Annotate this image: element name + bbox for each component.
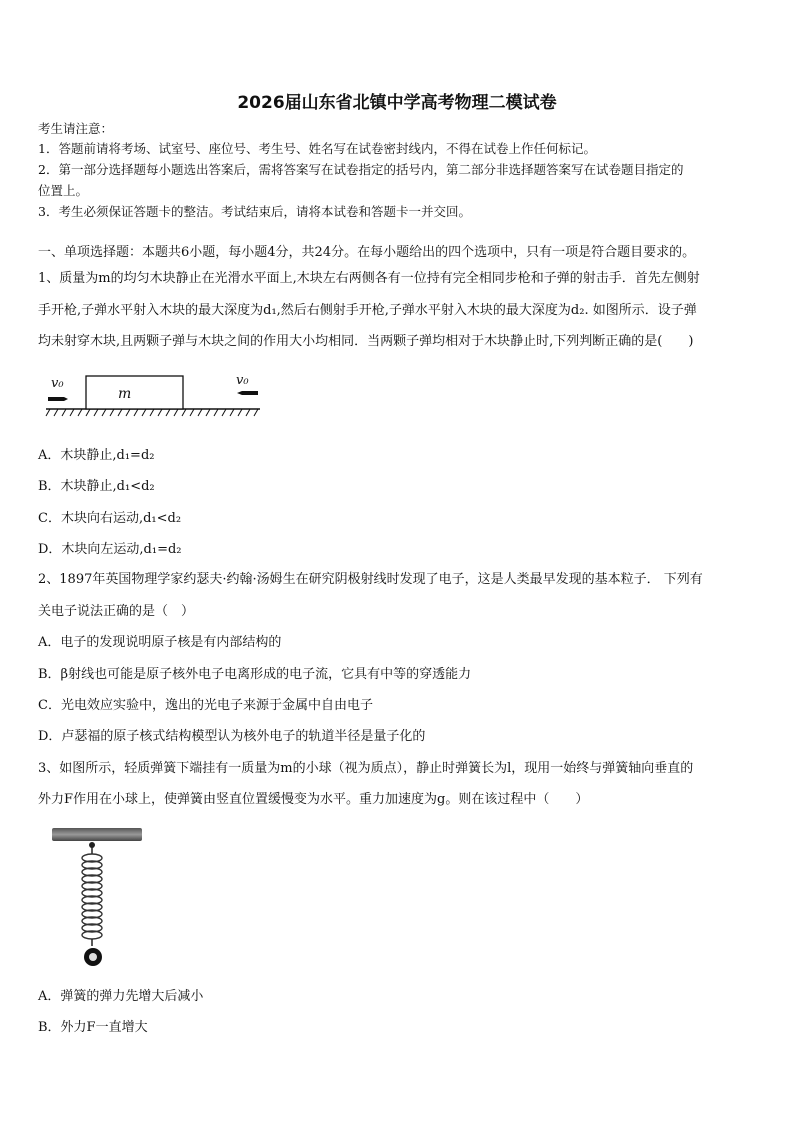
q3-option-b: B．外力F一直增大 <box>38 1020 148 1035</box>
notice-item: 1．答题前请将考场、试室号、座位号、考生号、姓名写在试卷密封线内，不得在试卷上作任何标记。 <box>38 141 596 156</box>
ceiling-bar <box>52 828 142 841</box>
notice-item: 2．第一部分选择题每小题选出答案后，需将答案写在试卷指定的括号内，第二部分非选择题答案写在试卷题目指定的 <box>38 162 684 177</box>
notice-heading: 考生请注意： <box>38 121 114 136</box>
ground-hatch <box>46 409 258 416</box>
q1-stem-line: 手开枪,子弹水平射入木块的最大深度为d₁,然后右侧射手开枪,子弹水平射入木块的最大深度为d₂. 如图所示．设子弹 <box>38 303 697 318</box>
q2-stem-line: 2、1897年英国物理学家约瑟夫·约翰·汤姆生在研究阴极射线时发现了电子，这是人类最早发现的基本粒子． 下列有 <box>38 572 703 587</box>
block-diagram <box>44 368 264 422</box>
q1-option-a: A．木块静止,d₁=d₂ <box>38 448 155 463</box>
q2-option-b: B．β射线也可能是原子核外电子电离形成的电子流，它具有中等的穿透能力 <box>38 667 472 682</box>
spring-coils <box>82 854 102 939</box>
q1-option-c: C．木块向右运动,d₁<d₂ <box>38 511 182 526</box>
q3-option-a: A．弹簧的弹力先增大后减小 <box>38 989 204 1004</box>
q3-spring-figure <box>50 824 150 974</box>
q1-option-d: D．木块向左运动,d₁=d₂ <box>38 542 182 557</box>
q2-stem-line: 关电子说法正确的是（ ） <box>38 604 195 619</box>
q3-stem-line: 3、如图所示，轻质弹簧下端挂有一质量为m的小球（视为质点），静止时弹簧长为l，现用一始终与弹簧轴向垂直的 <box>38 761 694 776</box>
spring-diagram <box>50 824 150 974</box>
page-title: 2026届山东省北镇中学高考物理二模试卷 <box>237 93 557 113</box>
right-velocity-label: v₀ <box>236 373 249 388</box>
notice-item: 位置上。 <box>38 183 89 198</box>
left-velocity-label: v₀ <box>51 376 64 391</box>
q1-block-figure <box>44 368 264 422</box>
q1-option-b: B．木块静止,d₁<d₂ <box>38 479 155 494</box>
q2-option-a: A．电子的发现说明原子核是有内部结构的 <box>38 635 282 650</box>
q2-option-c: C．光电效应实验中，逸出的光电子来源于金属中自由电子 <box>38 698 373 713</box>
notice-item: 3．考生必须保证答题卡的整洁。考试结束后，请将本试卷和答题卡一并交回。 <box>38 204 471 219</box>
q3-stem-line: 外力F作用在小球上，使弹簧由竖直位置缓慢变为水平。重力加速度为g。则在该过程中（ ） <box>38 792 589 807</box>
section-heading: 一、单项选择题：本题共6小题，每小题4分，共24分。在每小题给出的四个选项中，只有一项是符合题目要求的。 <box>38 245 696 260</box>
right-bullet-icon <box>237 391 258 395</box>
wooden-block <box>86 376 183 409</box>
q2-option-d: D．卢瑟福的原子核式结构模型认为核外电子的轨道半径是量子化的 <box>38 729 426 744</box>
q1-stem-line: 均未射穿木块,且两颗子弹与木块之间的作用大小均相同．当两颗子弹均相对于木块静止时,下列判断正确的是( ) <box>38 334 694 349</box>
block-mass-label: m <box>118 386 132 402</box>
left-bullet-icon <box>48 397 68 401</box>
q1-stem-line: 1、质量为m的均匀木块静止在光滑水平面上,木块左右两侧各有一位持有完全相同步枪和子弹的射击手．首先左侧射 <box>38 271 700 286</box>
